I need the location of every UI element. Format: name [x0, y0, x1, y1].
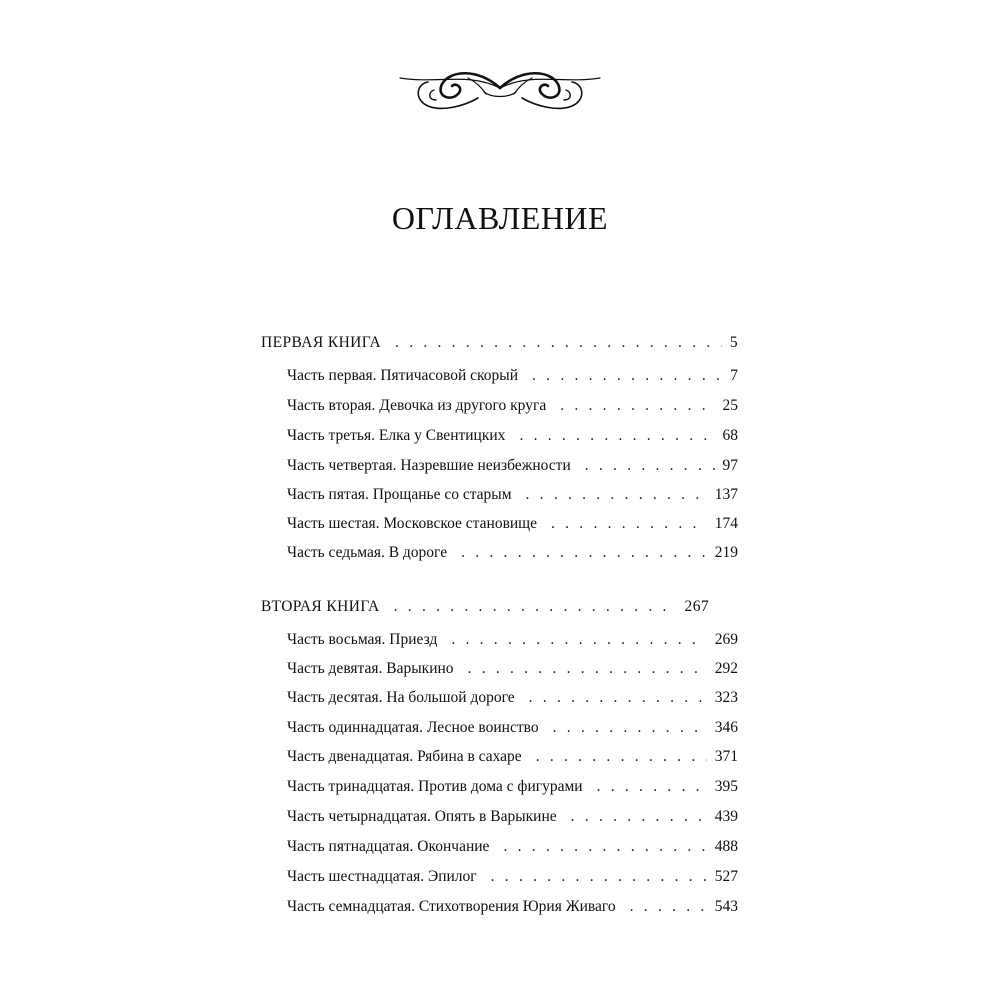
toc-part-label: Часть одиннадцатая. Лесное воинство	[287, 719, 539, 736]
dot-leader	[529, 688, 707, 708]
toc-part-entry[interactable]	[287, 777, 738, 797]
toc-page-number: 395	[714, 778, 738, 795]
toc-part-label: Часть вторая. Девочка из другого круга	[287, 397, 547, 414]
toc-part-label: Часть тринадцатая. Против дома с фигурами	[287, 778, 583, 795]
toc-part-entry[interactable]	[287, 659, 738, 679]
toc-page-number: 267	[684, 598, 709, 615]
dot-leader	[560, 396, 714, 416]
toc-part-label: Часть девятая. Варыкино	[287, 660, 454, 677]
toc-part-entry[interactable]	[287, 543, 738, 563]
dot-leader	[551, 514, 707, 534]
toc-page-number: 219	[714, 544, 738, 561]
toc-page-number: 25	[722, 397, 738, 414]
toc-part-entry[interactable]	[287, 456, 738, 476]
toc-page-number: 527	[714, 868, 738, 885]
toc-page-number: 292	[714, 660, 738, 677]
toc-part-label: Часть четвертая. Назревшие неизбежности	[287, 457, 571, 474]
dot-leader	[536, 747, 707, 767]
dot-leader	[503, 837, 706, 857]
toc-page-number: 269	[714, 631, 738, 648]
toc-page-number: 323	[714, 689, 738, 706]
toc-part-entry[interactable]	[287, 807, 738, 827]
toc-page-number: 371	[714, 748, 738, 765]
toc-part-entry[interactable]	[287, 366, 738, 386]
toc-page-number: 5	[729, 334, 738, 351]
toc-part-label: Часть десятая. На большой дороге	[287, 689, 515, 706]
toc-book-label: ВТОРАЯ КНИГА	[261, 598, 380, 615]
toc-part-label: Часть шестнадцатая. Эпилог	[287, 868, 477, 885]
toc-part-label: Часть пятнадцатая. Окончание	[287, 838, 490, 855]
page-title: ОГЛАВЛЕНИЕ	[391, 200, 609, 236]
toc-page-number: 68	[722, 427, 738, 444]
toc-part-label: Часть седьмая. В дороге	[287, 544, 448, 561]
dot-leader	[394, 597, 677, 617]
dot-leader	[468, 659, 707, 679]
decorative-flourish-icon	[398, 62, 602, 118]
dot-leader	[491, 867, 707, 887]
toc-page-number: 174	[714, 515, 738, 532]
toc-page-number: 543	[714, 898, 738, 915]
dot-leader	[461, 543, 707, 563]
toc-part-entry[interactable]	[287, 630, 738, 650]
toc-page-number: 439	[714, 808, 738, 825]
toc-page-number: 488	[714, 838, 738, 855]
toc-part-label: Часть двенадцатая. Рябина в сахаре	[287, 748, 522, 765]
toc-page-number: 346	[714, 719, 738, 736]
toc-part-entry[interactable]	[287, 514, 738, 534]
toc-part-label: Часть семнадцатая. Стихотворения Юрия Живаго	[287, 898, 616, 915]
dot-leader	[630, 897, 707, 917]
toc-part-label: Часть пятая. Прощанье со старым	[287, 486, 512, 503]
dot-leader	[532, 366, 722, 386]
toc-part-label: Часть шестая. Московское становище	[287, 515, 537, 532]
dot-leader	[526, 485, 707, 505]
toc-part-entry[interactable]	[287, 837, 738, 857]
toc-page-number: 97	[722, 457, 738, 474]
toc-part-label: Часть четырнадцатая. Опять в Варыкине	[287, 808, 557, 825]
toc-part-entry[interactable]	[287, 426, 738, 446]
toc-book-entry[interactable]	[261, 333, 738, 353]
toc-page-number: 7	[730, 367, 738, 384]
dot-leader	[585, 456, 715, 476]
toc-part-entry[interactable]	[287, 485, 738, 505]
toc-part-label: Часть третья. Елка у Свентицких	[287, 427, 506, 444]
toc-part-entry[interactable]	[287, 396, 738, 416]
dot-leader	[519, 426, 714, 446]
dot-leader	[571, 807, 707, 827]
toc-part-entry[interactable]	[287, 867, 738, 887]
toc-part-label: Часть первая. Пятичасовой скорый	[287, 367, 519, 384]
dot-leader	[451, 630, 706, 650]
toc-part-entry[interactable]	[287, 747, 738, 767]
toc-part-entry[interactable]	[287, 688, 738, 708]
toc-book-entry[interactable]	[261, 597, 709, 617]
toc-part-label: Часть восьмая. Приезд	[287, 631, 438, 648]
dot-leader	[553, 718, 707, 738]
dot-leader	[395, 333, 722, 353]
toc-part-entry[interactable]	[287, 897, 738, 917]
dot-leader	[597, 777, 707, 797]
toc-book-label: ПЕРВАЯ КНИГА	[261, 334, 382, 351]
toc-page-number: 137	[714, 486, 738, 503]
toc-part-entry[interactable]	[287, 718, 738, 738]
